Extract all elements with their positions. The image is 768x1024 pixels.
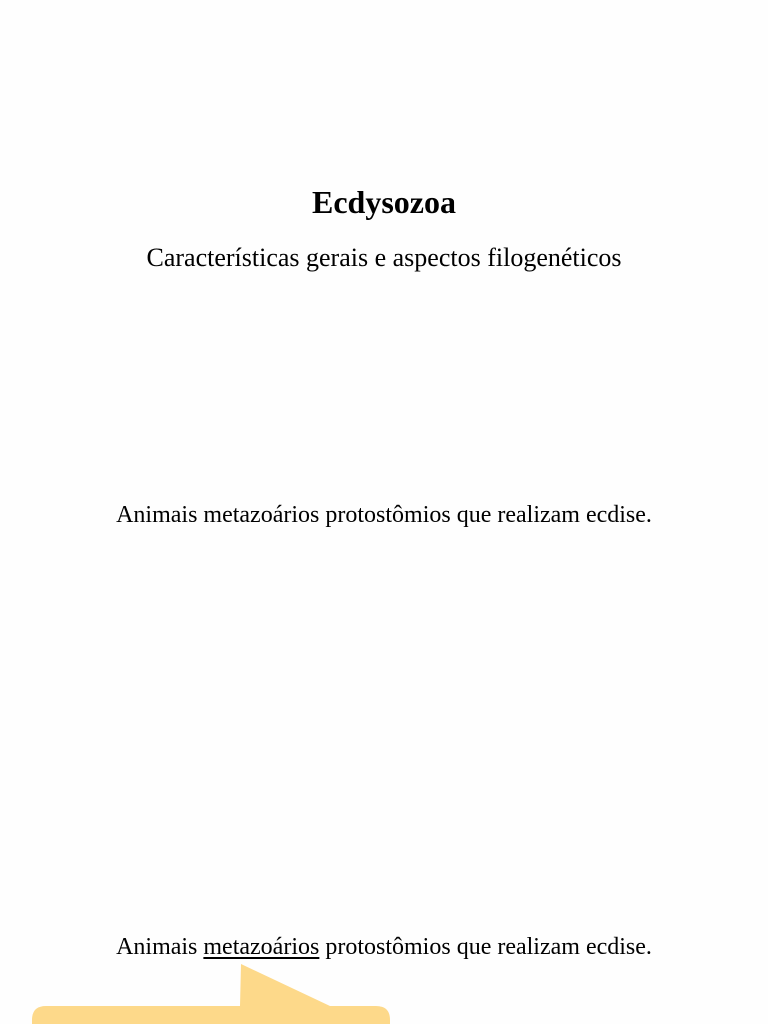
definition-text-highlighted bbox=[0, 932, 768, 962]
definition-prefix: Animais bbox=[116, 934, 204, 960]
definition-text: Animais metazoários protostômios que realizam ecdise. bbox=[116, 502, 652, 528]
slide-subtitle: Características gerais e aspectos filogenéticos bbox=[146, 243, 622, 272]
callout-arrow-box bbox=[0, 960, 400, 1024]
slide-title: Ecdysozoa bbox=[312, 184, 456, 220]
definition-suffix: protostômios que realizam ecdise. bbox=[319, 934, 652, 960]
highlighted-term: metazoários bbox=[203, 934, 320, 960]
callout-shape bbox=[32, 964, 390, 1024]
